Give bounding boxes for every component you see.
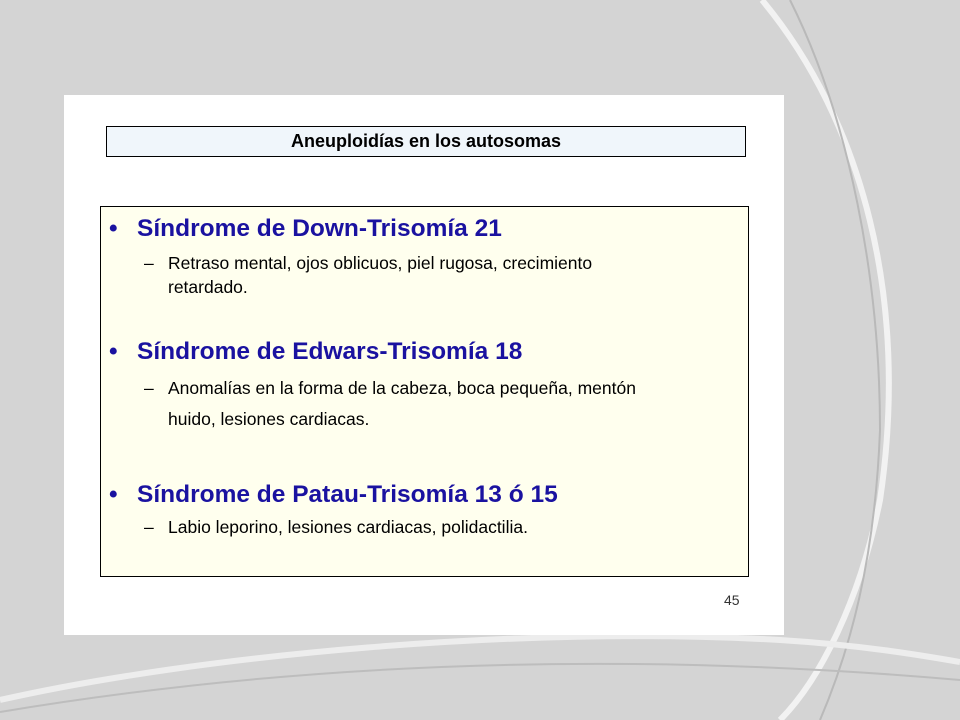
heading-edwards-text: Síndrome de Edwars-Trisomía 18 [137,338,523,365]
bullet-icon: • [109,338,118,365]
heading-patau [109,481,558,509]
slide-title-box [106,126,746,157]
dash-icon: – [144,517,154,537]
detail-patau-line-1: Labio leporino, lesiones cardiacas, polidactilia. [168,517,528,537]
heading-edwards [109,338,522,366]
slide-image [64,95,784,635]
page-number: 45 [724,592,740,608]
bullet-icon: • [109,215,118,242]
bullet-icon: • [109,481,118,508]
detail-edwards-line-1: Anomalías en la forma de la cabeza, boca pequeña, mentón [168,378,636,398]
detail-down-line-1: Retraso mental, ojos oblicuos, piel rugosa, crecimiento [168,253,593,273]
dash-icon: – [144,253,154,273]
slide-title: Aneuploidías en los autosomas [290,131,562,151]
detail-patau [144,515,528,539]
detail-edwards-line-2: huido, lesiones cardiacas. [168,409,370,429]
heading-down [109,215,502,243]
heading-down-text: Síndrome de Down-Trisomía 21 [137,215,502,242]
decorative-arc-inner [790,0,880,720]
content-box [100,206,749,577]
detail-edwards [144,373,636,435]
detail-down-line-2: retardado. [168,277,248,297]
detail-down [144,251,592,299]
dash-icon: – [144,378,154,398]
heading-patau-text: Síndrome de Patau-Trisomía 13 ó 15 [137,481,558,508]
